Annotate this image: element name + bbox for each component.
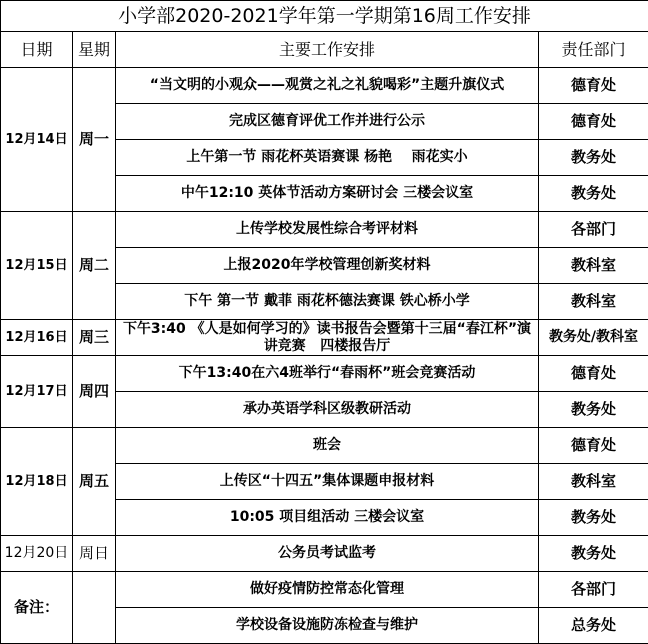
dept-cell: 德育处 xyxy=(539,104,648,140)
task-cell: 中午12:10 英体节活动方案研讨会 三楼会议室 xyxy=(116,176,539,212)
date-cell: 12月17日 xyxy=(1,356,73,428)
task-cell: 做好疫情防控常态化管理 xyxy=(116,572,539,608)
task-cell: 上传学校发展性综合考评材料 xyxy=(116,212,539,248)
task-cell: 上传区“十四五”集体课题申报材料 xyxy=(116,464,539,500)
dept-cell: 德育处 xyxy=(539,356,648,392)
dept-cell: 教务处 xyxy=(539,536,648,572)
dept-cell: 各部门 xyxy=(539,572,648,608)
table-row xyxy=(1,320,648,356)
dept-cell: 教务处 xyxy=(539,392,648,428)
table-row xyxy=(1,356,648,392)
task-cell: 下午3:40 《人是如何学习的》读书报告会暨第十三届“春江杯”演讲竞赛 四楼报告厅 xyxy=(116,320,539,356)
table-row xyxy=(1,68,648,104)
notes-weekday-empty xyxy=(73,572,116,644)
table-row xyxy=(1,536,648,572)
table-row xyxy=(1,572,648,608)
dept-cell: 教科室 xyxy=(539,248,648,284)
task-cell: “当文明的小观众——观赏之礼之礼貌喝彩”主题升旗仪式 xyxy=(116,68,539,104)
header-task: 主要工作安排 xyxy=(116,32,539,68)
task-cell: 学校设备设施防冻检查与维护 xyxy=(116,608,539,644)
task-cell: 上午第一节 雨花杯英语赛课 杨艳 雨花实小 xyxy=(116,140,539,176)
dept-cell: 德育处 xyxy=(539,68,648,104)
weekday-cell: 周四 xyxy=(73,356,116,428)
task-cell: 上报2020年学校管理创新奖材料 xyxy=(116,248,539,284)
dept-cell: 教务处 xyxy=(539,500,648,536)
weekday-cell: 周三 xyxy=(73,320,116,356)
header-weekday: 星期 xyxy=(73,32,116,68)
schedule-title: 小学部2020-2021学年第一学期第16周工作安排 xyxy=(1,1,648,32)
weekday-cell: 周一 xyxy=(73,68,116,212)
dept-cell: 教务处/教科室 xyxy=(539,320,648,356)
dept-cell: 各部门 xyxy=(539,212,648,248)
table-row xyxy=(1,212,648,248)
task-cell: 下午13:40在六4班举行“春雨杯”班会竞赛活动 xyxy=(116,356,539,392)
header-dept: 责任部门 xyxy=(539,32,648,68)
task-cell: 承办英语学科区级教研活动 xyxy=(116,392,539,428)
weekday-cell: 周五 xyxy=(73,428,116,536)
date-cell: 12月20日 xyxy=(1,536,73,572)
task-cell: 下午 第一节 戴菲 雨花杯德法赛课 铁心桥小学 xyxy=(116,284,539,320)
dept-cell: 教科室 xyxy=(539,284,648,320)
weekday-cell: 周二 xyxy=(73,212,116,320)
task-cell: 班会 xyxy=(116,428,539,464)
date-cell: 12月16日 xyxy=(1,320,73,356)
notes-label: 备注： xyxy=(1,572,73,644)
table-row xyxy=(1,428,648,464)
header-date: 日期 xyxy=(1,32,73,68)
date-cell: 12月18日 xyxy=(1,428,73,536)
date-cell: 12月14日 xyxy=(1,68,73,212)
date-cell: 12月15日 xyxy=(1,212,73,320)
task-cell: 完成区德育评优工作并进行公示 xyxy=(116,104,539,140)
task-cell: 公务员考试监考 xyxy=(116,536,539,572)
dept-cell: 教务处 xyxy=(539,176,648,212)
dept-cell: 德育处 xyxy=(539,428,648,464)
dept-cell: 总务处 xyxy=(539,608,648,644)
weekday-cell: 周日 xyxy=(73,536,116,572)
dept-cell: 教科室 xyxy=(539,464,648,500)
task-cell: 10:05 项目组活动 三楼会议室 xyxy=(116,500,539,536)
dept-cell: 教务处 xyxy=(539,140,648,176)
